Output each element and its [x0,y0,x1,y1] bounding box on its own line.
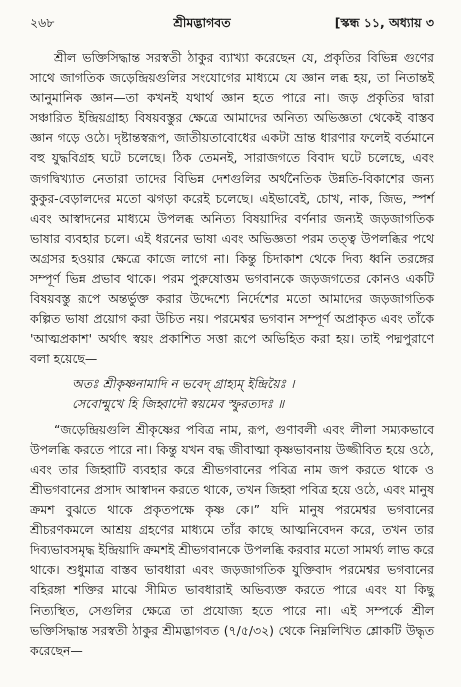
verse-quote [30,374,434,414]
body-text [30,48,434,661]
paragraph: শ্রীল ভক্তিসিদ্ধান্ত সরস্বতী ঠাকুর ব্যাখ্যা করেছেন যে, প্রকৃতির বিভিন্ন গুণের সাথে জাগতিক জড়েন্দ্রিয়গুলির সংযোগের মাধ্যমে যে জ্ঞান লব্ধ হয়, তা নিতান্তই আনুমানিক জ্ঞান—তা কখনই যথার্থ জ্ঞান হতে পারে না। জড় প্রকৃতির দ্বারা সঞ্চারিত ইন্দ্রিয়গ্রাহ্য বিষয়বস্তুর ক্ষেত্রে আমাদের অনিত্য অভিজ্ঞতা থেকেই বাস্তব জ্ঞান গড়ে ওঠে। দৃষ্টান্তস্বরূপ, জাতীয়তাবোধের একটা ভ্রান্ত ধারণার ফলেই বর্তমানে বহু যুদ্ধবিগ্রহ ঘটে চলেছে। ঠিক তেমনই, সারাজগতে বিবাদ ঘটে চলেছে, এবং জগদ্বিখ্যাত নেতারা তাদের বিভিন্ন দেশগুলির অর্থনৈতিক উন্নতি-বিকাশের জন্য কুকুর-বেড়ালদের মতো ঝগড়া করেই চলেছে। এইভাবেই, চোখ, নাক, জিভ, স্পর্শ এবং আস্বাদনের মাধ্যমে উপলব্ধ অনিত্য বিষয়াদির বর্ণনার জন্যই জড়জাগতিক ভাষার ব্যবহার চলে। এই ধরনের ভাষা এবং অভিজ্ঞতা পরম তত্ত্ব উপলব্ধির পথে অগ্রসর হওয়ার ক্ষেত্রে কাজে লাগে না। কিন্তু চিদাকাশ থেকে দিব্য ধ্বনি তরঙ্গের সম্পূর্ণ ভিন্ন প্রভাব থাকে। পরম পুরুষোত্তম ভগবানকে জড়জগতের কোনও একটি বিষয়বস্তু রূপে অন্তর্ভুক্ত করার উদ্দেশ্যে নির্দেশের মতো আমাদের জড়জাগতিক কল্পিত ভাষা প্রয়োগ করা উচিত নয়। পরমেশ্বর ভগবান সম্পূর্ণ অপ্রাকৃত এবং তাঁকে 'আত্মপ্রকাশ' অর্থাৎ স্বয়ং প্রকাশিত সত্তা রূপে অভিহিত করা হয়। তাই পদ্মপুরাণে বলা হয়েছে— [30,50,434,367]
verse-line: অতঃ শ্রীকৃষ্ণনামাদি ন ভবেদ্ গ্রাহ্যম্ ইন্দ্রিয়ৈঃ । [72,375,295,391]
chapter-reference: [স্কন্ধ ১১, অধ্যায় ৩ [334,15,434,30]
verse-line: সেবোন্মুখে হি জিহ্বাদৌ স্বয়মেব স্ফুরত্যদঃ ॥ [72,395,285,411]
running-header [30,12,434,34]
page-number: ২৬৮ [30,15,55,30]
book-title: শ্রীমদ্ভাগবত [173,15,231,30]
paragraph: “জড়েন্দ্রিয়গুলি শ্রীকৃষ্ণের পবিত্র নাম, রূপ, গুণাবলী এবং লীলা সম্যকভাবে উপলব্ধি করতে পারে না। কিন্তু যখন বদ্ধ জীবাত্মা কৃষ্ণভাবনায় উজ্জীবিত হয়ে ওঠে, এবং তার জিহ্বাটি ব্যবহার করে শ্রীভগবানের পবিত্র নাম জপ করতে থাকে ও শ্রীভগবানের প্রসাদ আস্বাদন করতে থাকে, তখন জিহ্বা পবিত্র হয়ে ওঠে, এবং মানুষ ক্রমশ বুঝতে থাকে প্রকৃতপক্ষে কৃষ্ণ কে।” যদি মানুষ পরমেশ্বর ভগবানের শ্রীচরণকমলে আশ্রয় গ্রহণের মাধ্যমে তাঁর কাছে আত্মনিবেদন করে, তখন তার দিব্যভাবসমৃদ্ধ ইন্দ্রিয়াদি ক্রমশই শ্রীভগবানকে উপলব্ধি করবার মতো সামর্থ্য লাভ করে থাকে। শুধুমাত্র বাস্তব ভাবধারা এবং জড়জাগতিক যুক্তিবাদ পরমেশ্বর ভগবানের বহিরঙ্গা শক্তির মাঝে সীমিত ভাবধারাই অভিব্যক্ত করতে পারে এবং যা কিছু নিত্যস্থিত, সেগুলির ক্ষেত্রে তা প্রযোজ্য হতে পারে না। এই সম্পর্কে শ্রীল ভক্তিসিদ্ধান্ত সরস্বতী ঠাকুর শ্রীমদ্ভাগবত (৭/৫/৩২) থেকে নিম্নলিখিত শ্লোকটি উদ্ধৃত করেছেন— [30,421,434,658]
